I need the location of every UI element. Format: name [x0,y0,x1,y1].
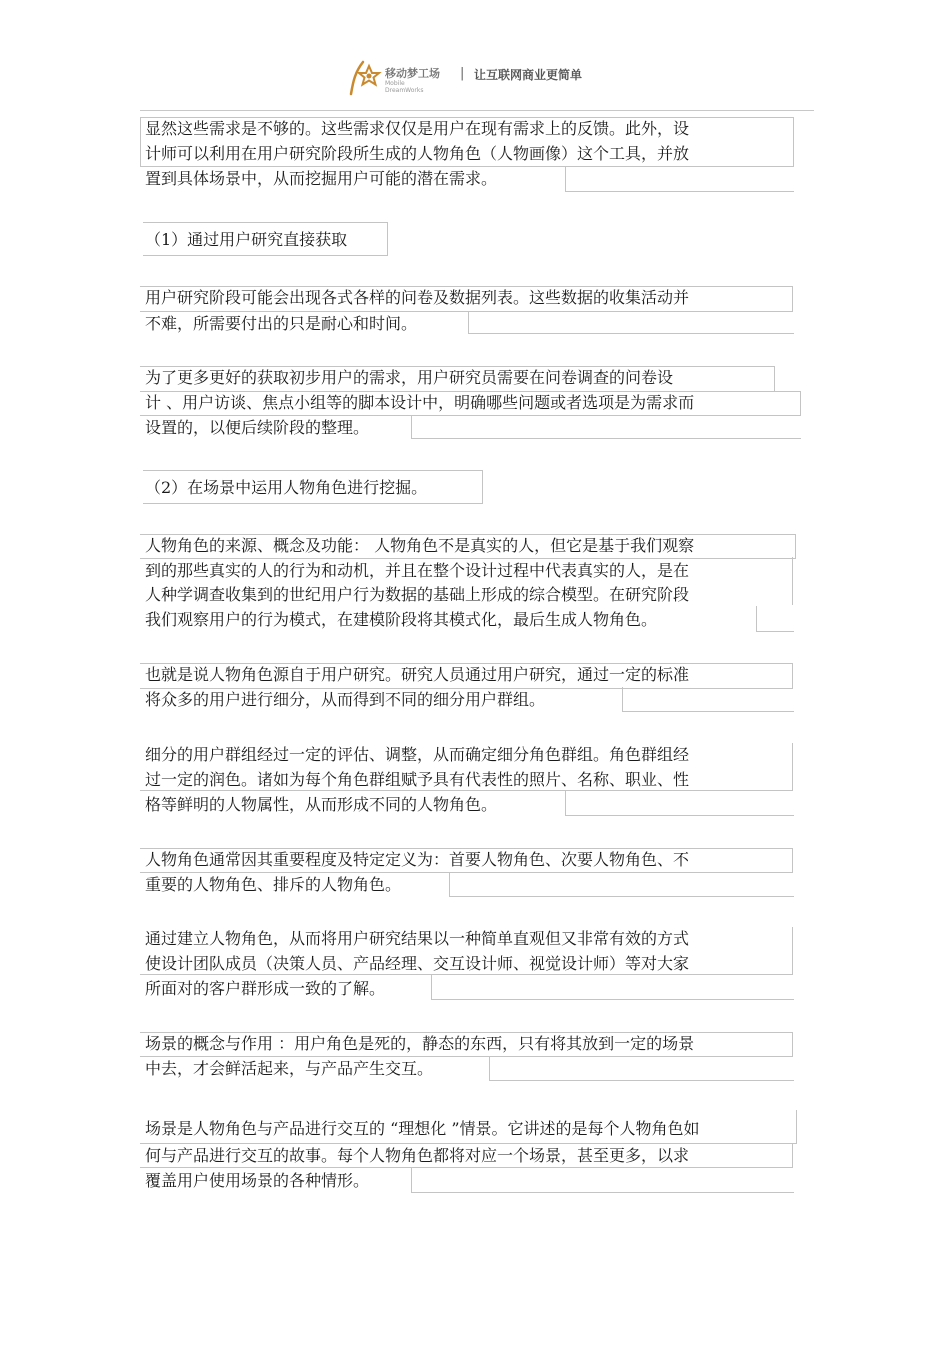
text-box-outline [565,791,794,816]
logo-subtitle [385,80,424,94]
section-heading: （2）在场景中运用人物角色进行挖掘。 [145,478,428,497]
header-rule [140,110,814,111]
text-line: 覆盖用户使用场景的各种情形。 [145,1171,370,1190]
text-line: 细分的用户群组经过一定的评估、调整，从而确定细分角色群组。角色群组经 [145,745,690,764]
text-line: 过一定的润色。诸如为每个角色群组赋予具有代表性的照片、名称、职业、性 [145,770,690,789]
text-box-outline [622,687,794,712]
text-line: 人物角色通常因其重要程度及特定定义为：首要人物角色、次要人物角色、不 [145,850,690,869]
text-line: 重要的人物角色、排斥的人物角色。 [145,875,402,894]
text-line: 设置的，以便后续阶段的整理。 [145,418,370,437]
text-line: 使设计团队成员（决策人员、产品经理、交互设计师、视觉设计师）等对大家 [145,954,690,973]
text-line: 显然这些需求是不够的。这些需求仅仅是用户在现有需求上的反馈。此外，设 [145,119,690,138]
page-header [0,0,950,112]
text-line: 何与产品进行交互的故事。每个人物角色都将对应一个场景，甚至更多，以求 [145,1146,690,1165]
text-box-outline [411,415,801,439]
logo-sub-line-2: DreamWorks [385,87,424,94]
text-box-outline [411,1168,794,1193]
text-box-outline [489,1056,794,1081]
text-box-outline [468,311,794,334]
text-line: 人物角色的来源、概念及功能： 人物角色不是真实的人，但它是基于我们观察 [145,536,695,555]
text-line: 到的那些真实的人的行为和动机，并且在整个设计过程中代表真实的人，是在 [145,561,690,580]
text-line: 场景的概念与作用 ：用户角色是死的，静态的东西，只有将其放到一定的场景 [145,1034,695,1053]
text-line: 为了更多更好的获取初步用户的需求，用户研究员需要在问卷调查的问卷设 [145,368,674,387]
logo-name: 移动梦工场 [385,67,440,80]
brand-logo [345,58,465,98]
header-slogan: 让互联网商业更简单 [474,68,583,82]
text-line: 用户研究阶段可能会出现各式各样的问卷及数据列表。这些数据的收集活动并 [145,288,690,307]
text-line: 将众多的用户进行细分，从而得到不同的细分用户群组。 [145,690,546,709]
text-line: 计 、用户访谈、焦点小组等的脚本设计中，明确哪些问题或者选项是为需求而 [145,393,695,412]
text-line: 我们观察用户的行为模式，在建模阶段将其模式化，最后生成人物角色。 [145,610,658,629]
text-box-outline [431,975,794,1000]
text-box-outline [449,872,794,897]
text-line: 场景是人物角色与产品进行交互的 “理想化 ”情景。它讲述的是每个人物角色如 [145,1119,700,1138]
text-line: 不难，所需要付出的只是耐心和时间。 [145,314,418,333]
text-line: 中去，才会鲜活起来，与产品产生交互。 [145,1059,434,1078]
text-line: 也就是说人物角色源自于用户研究。研究人员通过用户研究，通过一定的标准 [145,665,690,684]
text-box-outline [565,167,794,192]
section-heading: （1）通过用户研究直接获取 [145,230,348,249]
text-line: 所面对的客户群形成一致的了解。 [145,979,386,998]
logo-sub-line-1: Mobile [385,80,405,87]
text-line: 置到具体场景中，从而挖掘用户可能的潜在需求。 [145,169,498,188]
text-line: 人种学调查收集到的世纪用户行为数据的基础上形成的综合模型。在研究阶段 [145,585,690,604]
text-line: 格等鲜明的人物属性，从而形成不同的人物角色。 [145,795,498,814]
header-divider: | [460,66,465,81]
text-box-outline [756,606,794,632]
star-swoosh-icon [345,58,385,98]
text-line: 计师可以利用在用户研究阶段所生成的人物角色（人物画像）这个工具，并放 [145,144,690,163]
text-line: 通过建立人物角色，从而将用户研究结果以一种简单直观但又非常有效的方式 [145,929,690,948]
